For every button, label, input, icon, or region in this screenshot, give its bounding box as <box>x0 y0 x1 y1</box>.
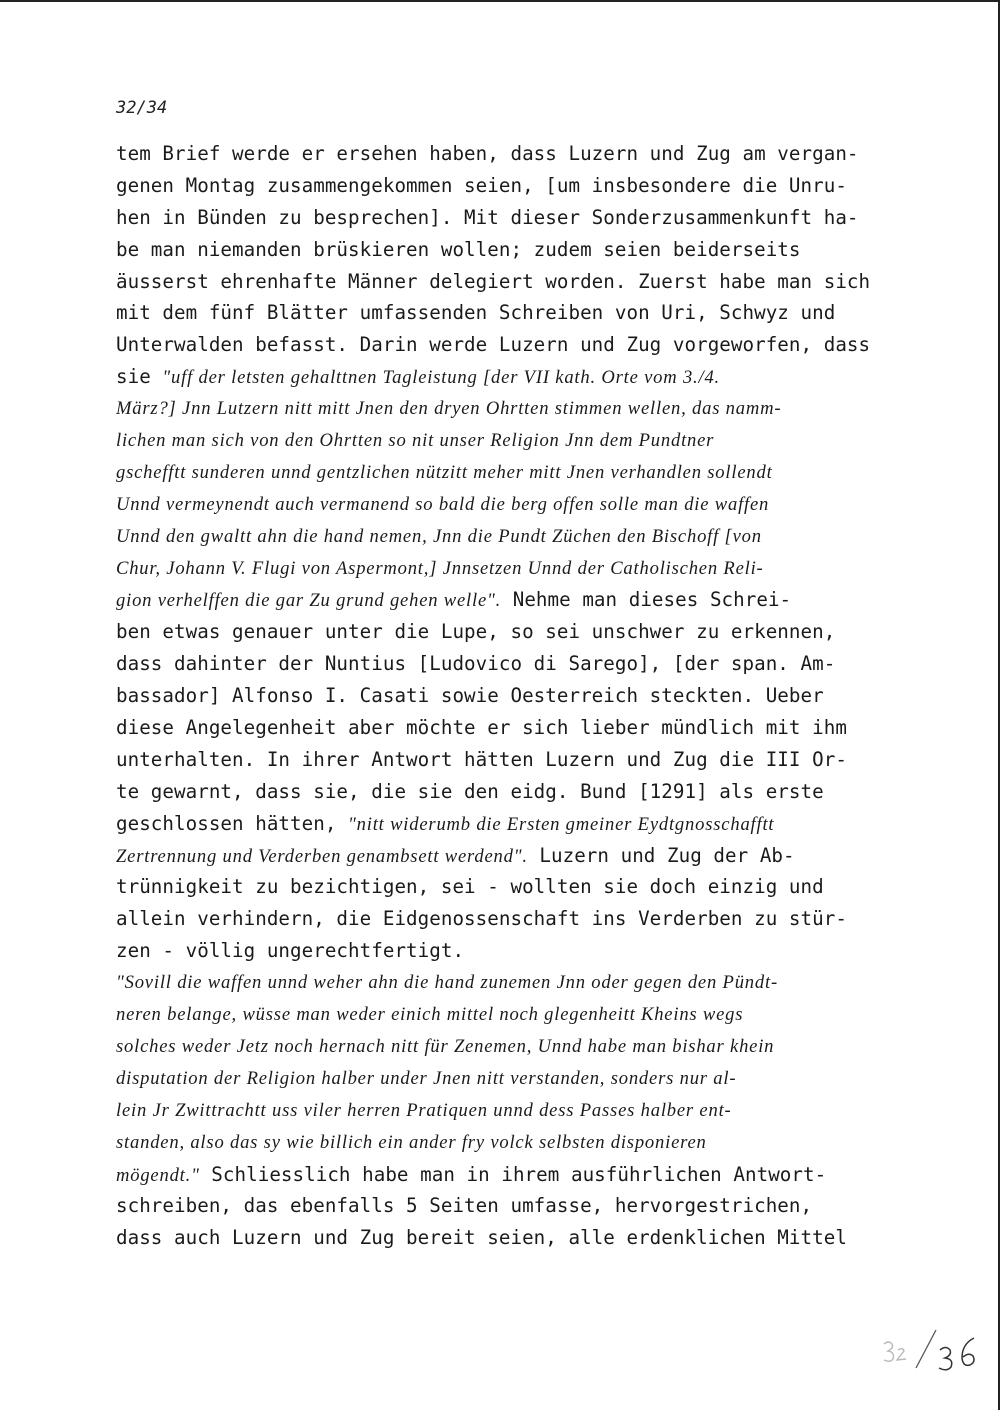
body-text-segment: allein verhindern, die Eidgenossenschaft ins Verderben zu stür- <box>116 907 847 931</box>
quoted-source-text: "uff der letsten gehalttnen Tagleistung [der VII kath. Orte vom 3./4. <box>162 367 720 389</box>
text-line <box>116 840 916 872</box>
page-number: 32/34 <box>116 98 168 118</box>
quoted-source-text: solches weder Jetz noch hernach nitt für Zenemen, Unnd habe man bishar khein <box>116 1035 775 1057</box>
quoted-source-text: März?] Jnn Lutzern nitt mitt Jnen den dryen Ohrtten stimmen wellen, das namm- <box>116 398 782 420</box>
body-text-segment: Luzern und Zug der Ab- <box>527 843 795 867</box>
text-line <box>116 871 916 903</box>
text-line <box>116 808 916 840</box>
text-line <box>116 1031 916 1063</box>
text-line <box>116 1222 916 1254</box>
body-text-segment: genen Montag zusammengekommen seien, [um insbesondere die Unru- <box>116 173 847 197</box>
text-line <box>116 680 916 712</box>
text-line <box>116 489 916 521</box>
quoted-source-text: "Sovill die waffen unnd weher ahn die hand zunemen Jnn oder gegen den Pündt- <box>116 972 778 994</box>
body-text-segment: unterhalten. In ihrer Antwort hätten Luzern und Zug die III Or- <box>116 747 847 771</box>
quoted-source-text: neren belange, wüsse man weder einich mittel noch glegenheitt Kheins wegs <box>116 1004 744 1026</box>
quoted-source-text: standen, also das sy wie billich ein ander fry volck selbsten disponieren <box>116 1131 707 1153</box>
text-line <box>116 234 916 266</box>
text-line <box>116 138 916 170</box>
body-text-segment: geschlossen hätten, <box>116 811 349 835</box>
body-text-segment: dass dahinter der Nuntius [Ludovico di Sarego], [der span. Am- <box>116 652 836 676</box>
quoted-source-text: Unnd den gwaltt ahn die hand nemen, Jnn die Pundt Züchen den Bischoff [von <box>116 525 762 547</box>
body-text-segment: bassador] Alfonso I. Casati sowie Oesterreich steckten. Ueber <box>116 684 824 708</box>
text-line <box>116 202 916 234</box>
quoted-source-text: gschefftt sunderen unnd gentzlichen nützitt meher mitt Jnen verhandlen sollendt <box>116 461 773 483</box>
text-line <box>116 521 916 553</box>
text-line <box>116 903 916 935</box>
text-line <box>116 744 916 776</box>
text-line <box>116 648 916 680</box>
body-text-segment: Schliesslich habe man in ihrem ausführlichen Antwort- <box>199 1162 827 1186</box>
quoted-source-text: Chur, Johann V. Flugi von Aspermont,] Jnnsetzen Unnd der Catholischen Reli- <box>116 557 764 579</box>
quoted-source-text: "nitt widerumb die Ersten gmeiner Eydtgnosschafftt <box>348 813 775 835</box>
body-text-segment: äusserst ehrenhafte Männer delegiert worden. Zuerst habe man sich <box>116 269 871 293</box>
body-text-segment: schreiben, das ebenfalls 5 Seiten umfasse, hervorgestrichen, <box>116 1194 813 1218</box>
text-line <box>116 999 916 1031</box>
text-line <box>116 1063 916 1095</box>
quoted-source-text: disputation der Religion halber under Jnen nitt verstanden, sonders nur al- <box>116 1067 737 1089</box>
quoted-source-text: gion verhelffen die gar Zu grund gehen welle". <box>116 590 502 612</box>
text-line <box>116 712 916 744</box>
body-text-segment: te gewarnt, dass sie, die sie den eidg. Bund [1291] als erste <box>116 779 824 803</box>
text-line <box>116 776 916 808</box>
text-line <box>116 266 916 298</box>
page-edge-top <box>0 0 1000 2</box>
text-line <box>116 616 916 648</box>
quoted-source-text: lein Jr Zwittrachtt uss viler herren Pratiquen unnd dess Passes halber ent- <box>116 1099 732 1121</box>
text-line <box>116 361 916 393</box>
body-text <box>116 138 916 1254</box>
text-line <box>116 935 916 967</box>
body-text-segment: zen - völlig ungerechtfertigt. <box>116 939 465 963</box>
quoted-source-text: lichen man sich von den Ohrtten so nit unser Religion Jnn dem Pundtner <box>116 430 715 452</box>
text-line <box>116 457 916 489</box>
body-text-segment: trünnigkeit zu bezichtigen, sei - wollten sie doch einzig und <box>116 875 824 899</box>
text-line <box>116 967 916 999</box>
text-line <box>116 1159 916 1191</box>
body-text-segment: Unterwalden befasst. Darin werde Luzern und Zug vorgeworfen, dass <box>116 333 871 357</box>
text-line <box>116 584 916 616</box>
text-line <box>116 1190 916 1222</box>
text-line <box>116 1127 916 1159</box>
body-text-segment: mit dem fünf Blätter umfassenden Schreiben von Uri, Schwyz und <box>116 301 836 325</box>
text-line <box>116 425 916 457</box>
body-text-segment: hen in Bünden zu besprechen]. Mit dieser Sonderzusammenkunft ha- <box>116 205 859 229</box>
quoted-source-text: mögendt." <box>116 1164 200 1186</box>
quoted-source-text: Zertrennung und Verderben genambsett werdend". <box>116 845 528 867</box>
body-text-segment: sie <box>116 365 163 389</box>
text-line <box>116 1095 916 1127</box>
text-line <box>116 297 916 329</box>
quoted-source-text: Unnd vermeynendt auch vermanend so bald die berg offen solle man die waffen <box>116 493 770 515</box>
body-text-segment: ben etwas genauer unter die Lupe, so sei unschwer zu erkennen, <box>116 620 836 644</box>
handwritten-folio-number <box>878 1324 988 1374</box>
body-text-segment: tem Brief werde er ersehen haben, dass Luzern und Zug am vergan- <box>116 142 859 165</box>
body-text-segment: diese Angelegenheit aber möchte er sich lieber mündlich mit ihm <box>116 716 847 740</box>
body-text-segment: Nehme man dieses Schrei- <box>501 588 792 612</box>
body-text-segment: be man niemanden brüskieren wollen; zudem seien beiderseits <box>116 237 801 261</box>
text-line <box>116 329 916 361</box>
text-line <box>116 553 916 585</box>
body-text-segment: dass auch Luzern und Zug bereit seien, alle erdenklichen Mittel <box>116 1226 847 1250</box>
text-line <box>116 170 916 202</box>
text-line <box>116 393 916 425</box>
